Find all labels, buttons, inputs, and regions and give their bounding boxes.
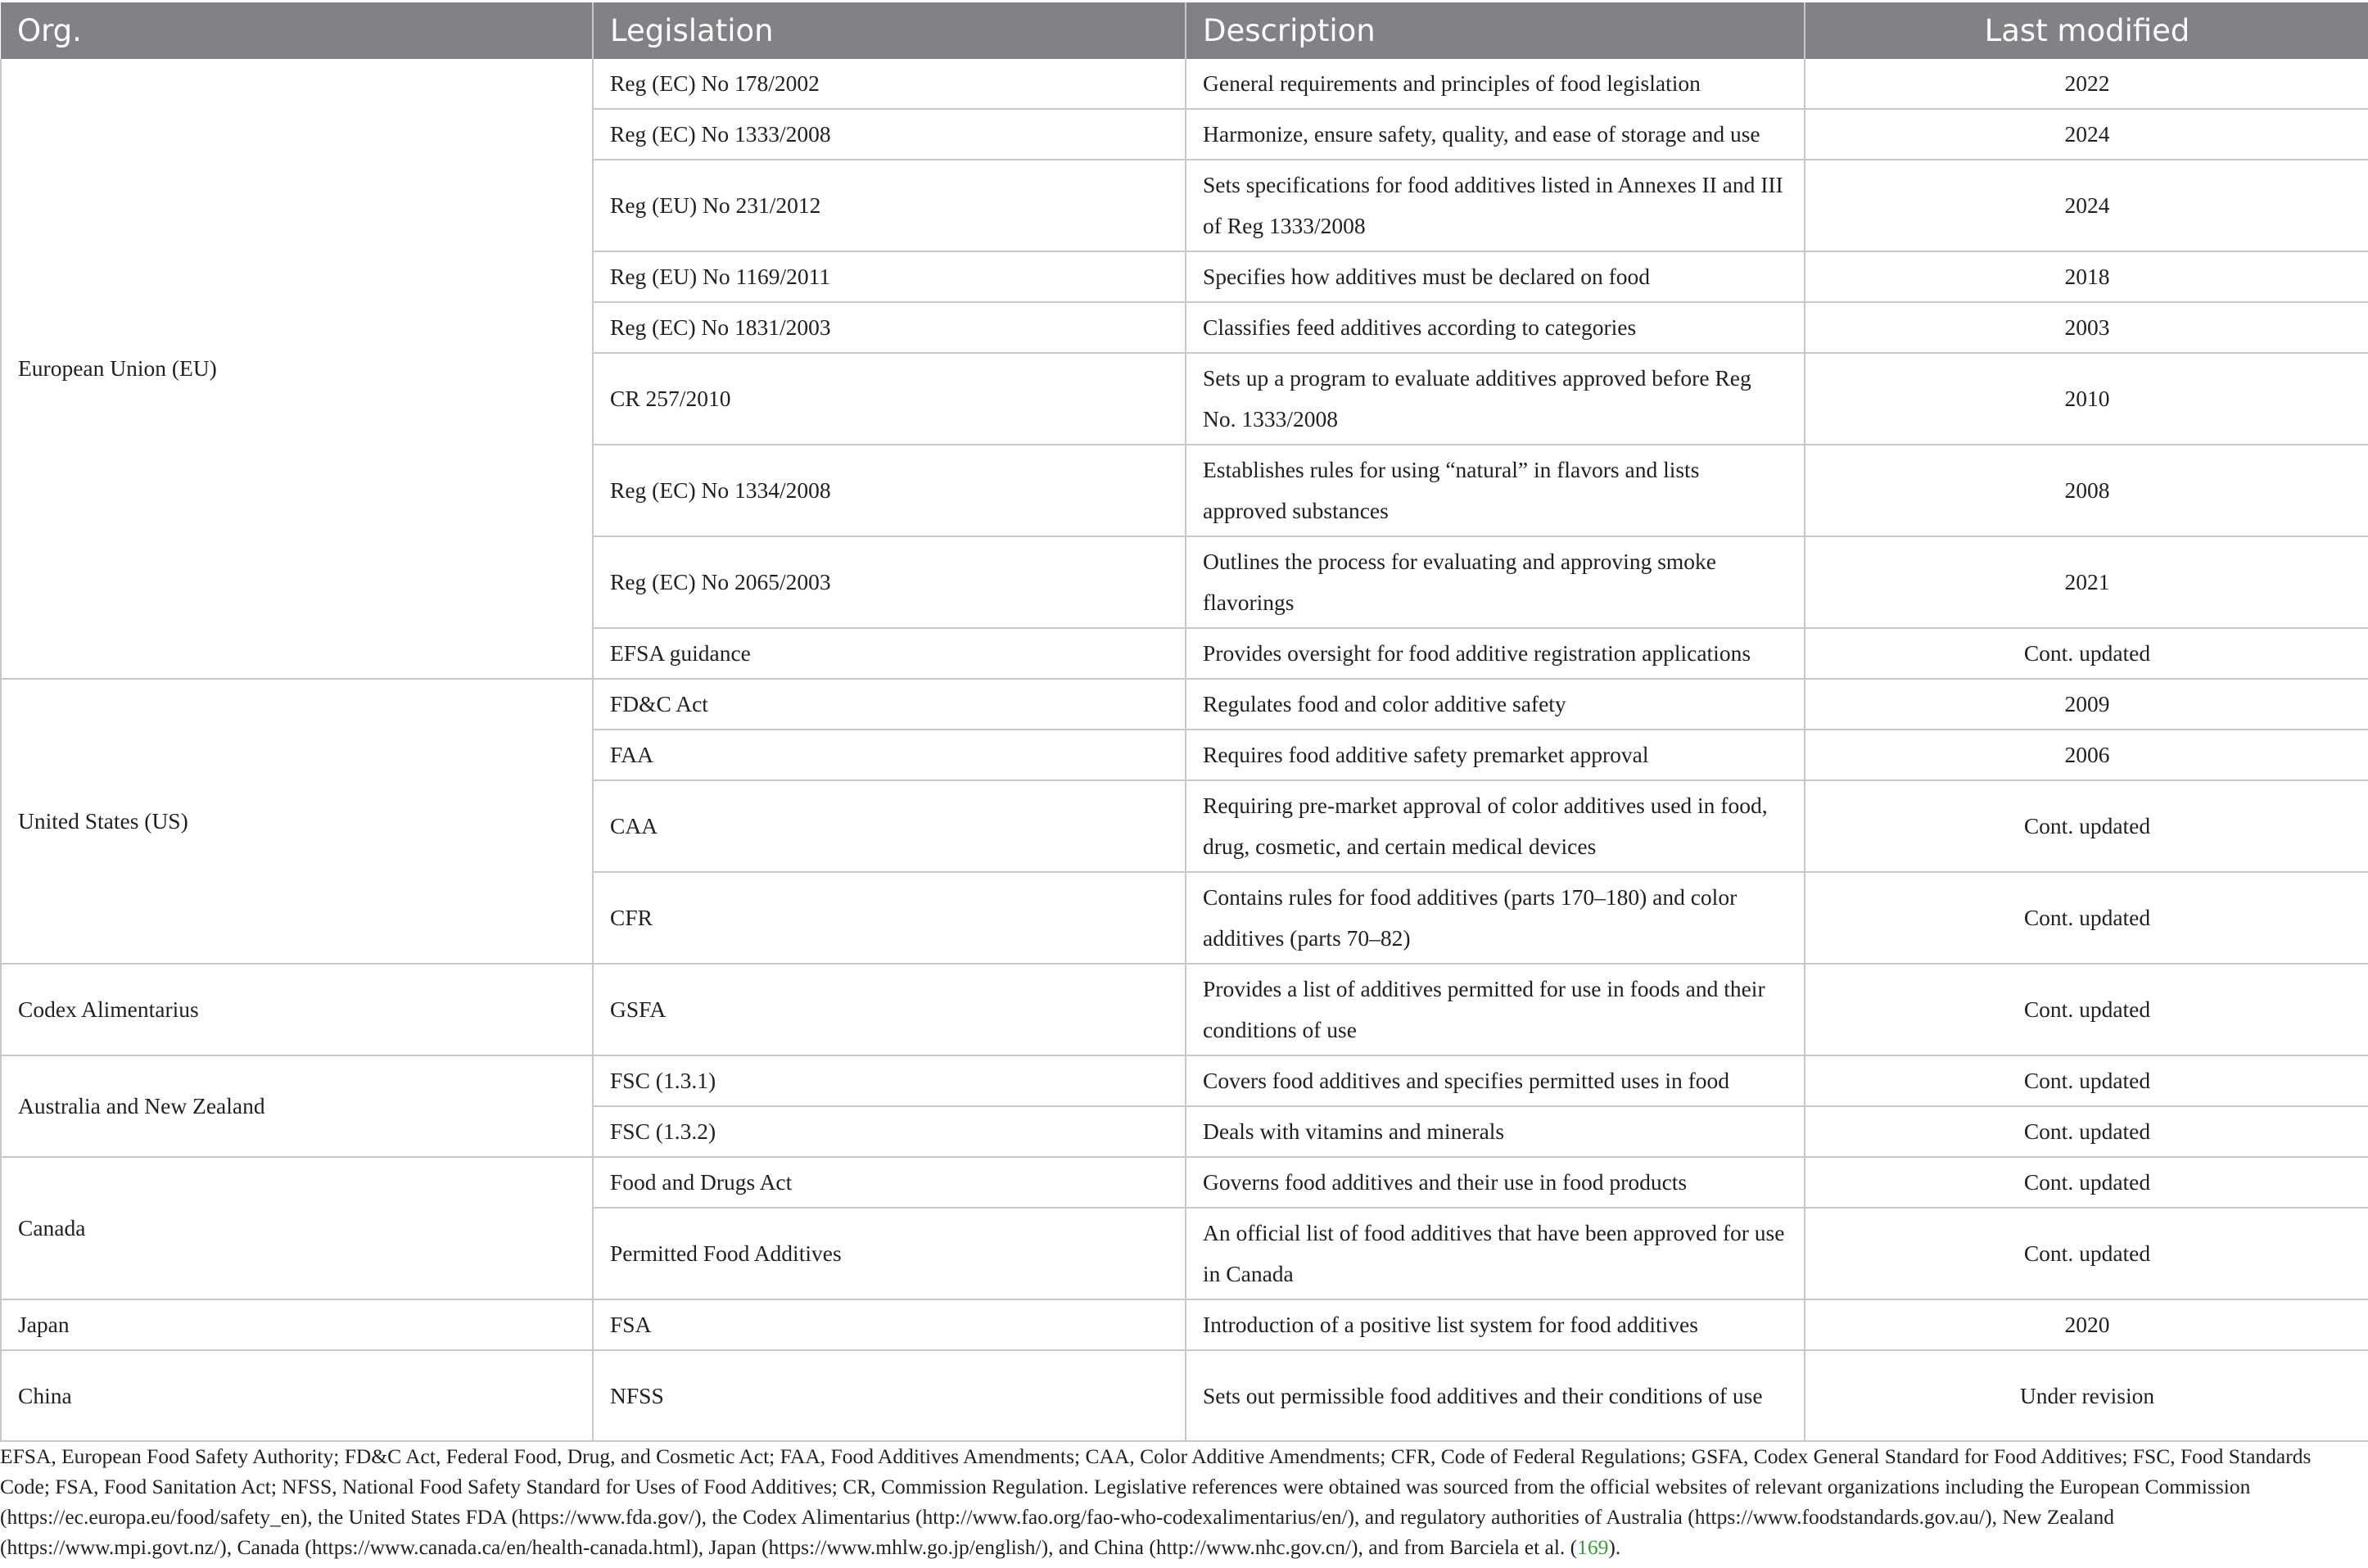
- last-modified-cell: Under revision: [1805, 1350, 2368, 1441]
- description-cell: Provides oversight for food additive registration applications: [1186, 628, 1805, 679]
- last-modified-cell: Cont. updated: [1805, 872, 2368, 964]
- legislation-cell: Food and Drugs Act: [593, 1157, 1186, 1208]
- description-cell: Regulates food and color additive safety: [1186, 679, 1805, 730]
- description-cell: Contains rules for food additives (parts 170–180) and color additives (parts 70–82): [1186, 872, 1805, 964]
- legislation-cell: Reg (EU) No 231/2012: [593, 160, 1186, 251]
- last-modified-cell: 2024: [1805, 160, 2368, 251]
- last-modified-cell: 2018: [1805, 251, 2368, 302]
- description-cell: Deals with vitamins and minerals: [1186, 1106, 1805, 1157]
- column-header-org: Org.: [1, 2, 593, 59]
- legislation-cell: CAA: [593, 780, 1186, 872]
- last-modified-cell: 2008: [1805, 445, 2368, 536]
- legislation-cell: FAA: [593, 730, 1186, 780]
- description-cell: Outlines the process for evaluating and approving smoke flavorings: [1186, 536, 1805, 628]
- legislation-cell: CFR: [593, 872, 1186, 964]
- description-cell: Covers food additives and specifies permitted uses in food: [1186, 1055, 1805, 1106]
- table-row: [1, 59, 2368, 109]
- last-modified-cell: 2010: [1805, 353, 2368, 445]
- legislation-cell: Reg (EC) No 1333/2008: [593, 109, 1186, 160]
- description-cell: Governs food additives and their use in food products: [1186, 1157, 1805, 1208]
- legislation-cell: Reg (EC) No 178/2002: [593, 59, 1186, 109]
- org-cell: United States (US): [1, 679, 593, 964]
- legislation-cell: FSA: [593, 1299, 1186, 1350]
- org-cell: European Union (EU): [1, 59, 593, 679]
- description-cell: Sets specifications for food additives listed in Annexes II and III of Reg 1333/2008: [1186, 160, 1805, 251]
- last-modified-cell: 2020: [1805, 1299, 2368, 1350]
- description-cell: Specifies how additives must be declared on food: [1186, 251, 1805, 302]
- table-row: [1, 679, 2368, 730]
- additives-legislation-table: [0, 2, 2368, 1442]
- description-cell: Sets out permissible food additives and their conditions of use: [1186, 1350, 1805, 1441]
- legislation-cell: Reg (EU) No 1169/2011: [593, 251, 1186, 302]
- column-header-last-modified: Last modified: [1805, 2, 2368, 59]
- legislation-cell: Reg (EC) No 1334/2008: [593, 445, 1186, 536]
- column-header-legislation: Legislation: [593, 2, 1186, 59]
- footnote-text-end: ).: [1608, 1535, 1621, 1559]
- legislation-cell: EFSA guidance: [593, 628, 1186, 679]
- table-row: [1, 1157, 2368, 1208]
- table-row: [1, 1055, 2368, 1106]
- last-modified-cell: 2021: [1805, 536, 2368, 628]
- last-modified-cell: Cont. updated: [1805, 628, 2368, 679]
- legislation-cell: Reg (EC) No 2065/2003: [593, 536, 1186, 628]
- last-modified-cell: Cont. updated: [1805, 964, 2368, 1055]
- org-cell: Japan: [1, 1299, 593, 1350]
- last-modified-cell: 2024: [1805, 109, 2368, 160]
- last-modified-cell: Cont. updated: [1805, 1106, 2368, 1157]
- reference-link[interactable]: 169: [1577, 1535, 1609, 1559]
- table-row: [1, 1299, 2368, 1350]
- org-cell: Codex Alimentarius: [1, 964, 593, 1055]
- legislation-cell: FSC (1.3.2): [593, 1106, 1186, 1157]
- org-cell: China: [1, 1350, 593, 1441]
- last-modified-cell: 2003: [1805, 302, 2368, 353]
- description-cell: Provides a list of additives permitted for use in foods and their conditions of use: [1186, 964, 1805, 1055]
- description-cell: Sets up a program to evaluate additives approved before Reg No. 1333/2008: [1186, 353, 1805, 445]
- legislation-cell: GSFA: [593, 964, 1186, 1055]
- last-modified-cell: Cont. updated: [1805, 1055, 2368, 1106]
- last-modified-cell: Cont. updated: [1805, 1157, 2368, 1208]
- last-modified-cell: Cont. updated: [1805, 780, 2368, 872]
- description-cell: Harmonize, ensure safety, quality, and ease of storage and use: [1186, 109, 1805, 160]
- table-row: [1, 964, 2368, 1055]
- table-body: [1, 59, 2368, 1441]
- legislation-cell: CR 257/2010: [593, 353, 1186, 445]
- table-footnote: [0, 1441, 2342, 1562]
- org-cell: Australia and New Zealand: [1, 1055, 593, 1157]
- last-modified-cell: 2022: [1805, 59, 2368, 109]
- table-header-row: [1, 2, 2368, 59]
- table-row: [1, 1350, 2368, 1441]
- last-modified-cell: Cont. updated: [1805, 1208, 2368, 1299]
- description-cell: Requiring pre-market approval of color additives used in food, drug, cosmetic, and certain medical devices: [1186, 780, 1805, 872]
- description-cell: Establishes rules for using “natural” in flavors and lists approved substances: [1186, 445, 1805, 536]
- legislation-cell: FSC (1.3.1): [593, 1055, 1186, 1106]
- description-cell: Classifies feed additives according to categories: [1186, 302, 1805, 353]
- last-modified-cell: 2009: [1805, 679, 2368, 730]
- org-cell: Canada: [1, 1157, 593, 1299]
- legislation-cell: NFSS: [593, 1350, 1186, 1441]
- description-cell: General requirements and principles of food legislation: [1186, 59, 1805, 109]
- description-cell: An official list of food additives that have been approved for use in Canada: [1186, 1208, 1805, 1299]
- footnote-text: EFSA, European Food Safety Authority; FD&C Act, Federal Food, Drug, and Cosmetic Act; FAA, Food Additives Amendments; CAA, Color Additive Amendments; CFR, Code of Federal Regulations; GSFA, Codex General Standard for Food Additives; FSC, Food Standards Code; FSA, Food Sanitation Act; NFSS, National Food Safety Standard for Uses of Food Additives; CR, Commission Regulation. Legislative references were obtained was sourced from the official websites of relevant organizations including the European Commission (https://ec.europa.eu/food/safety_en), the United States FDA (https://www.fda.gov/), the Codex Alimentarius (http://www.fao.org/fao-who-codexalimentarius/en/), and regulatory authorities of Australia (https://www.foodstandards.gov.au/), New Zealand (https://www.mpi.govt.nz/), Canada (https://www.canada.ca/en/health-canada.html), Japan (https://www.mhlw.go.jp/english/), and China (http://www.nhc.gov.cn/), and from Barciela et al. (: [0, 1444, 2312, 1559]
- description-cell: Requires food additive safety premarket approval: [1186, 730, 1805, 780]
- column-header-description: Description: [1186, 2, 1805, 59]
- last-modified-cell: 2006: [1805, 730, 2368, 780]
- legislation-cell: Permitted Food Additives: [593, 1208, 1186, 1299]
- description-cell: Introduction of a positive list system for food additives: [1186, 1299, 1805, 1350]
- legislation-cell: Reg (EC) No 1831/2003: [593, 302, 1186, 353]
- legislation-cell: FD&C Act: [593, 679, 1186, 730]
